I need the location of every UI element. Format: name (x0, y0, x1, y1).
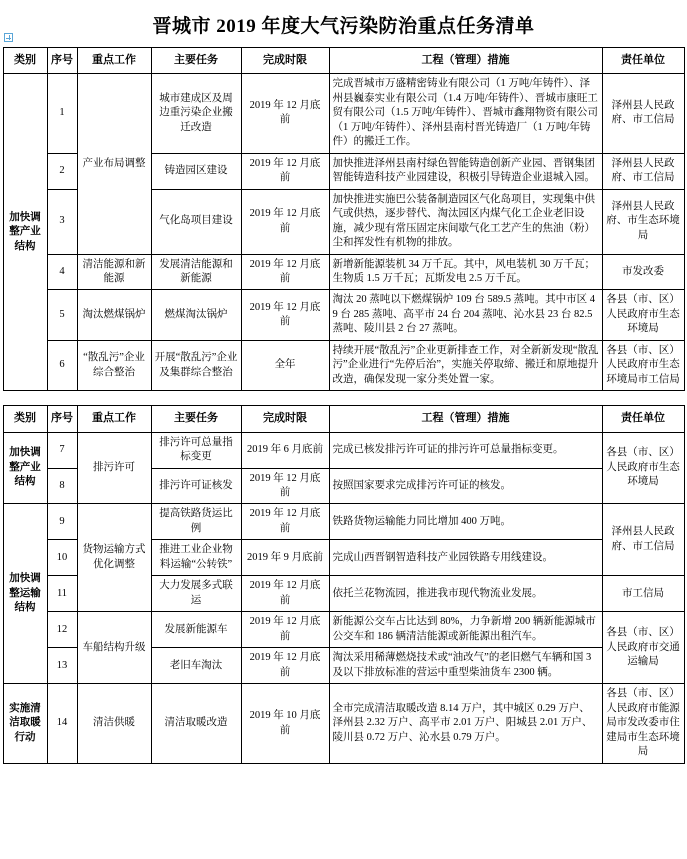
cell-main-task: 燃煤淘汰锅炉 (151, 290, 241, 340)
table-header-row (3, 406, 684, 432)
cell-no: 11 (47, 576, 77, 612)
cell-deadline: 2019 年 12 月底前 (241, 468, 329, 504)
column-header-unit: 责任单位 (602, 48, 684, 74)
cell-unit: 各县（市、区）人民政府市交通运输局 (602, 612, 684, 684)
column-header-key-work: 重点工作 (77, 48, 151, 74)
cell-unit: 各县（市、区）人民政府市生态环境局 (602, 290, 684, 340)
cell-no: 3 (47, 189, 77, 254)
cell-category: 加快调整运输结构 (3, 504, 47, 684)
cell-measure: 淘汰 20 蒸吨以下燃煤锅炉 109 台 589.5 蒸吨。其中市区 49 台 285 蒸吨、高平市 24 台 204 蒸吨、沁水县 23 台 82.5 蒸吨、陵川县 2 台 27 蒸吨。 (329, 290, 602, 340)
cell-measure: 完成晋城市万盛精密铸业有限公司（1 万吨/年铸件）、泽州县巍泰实业有限公司（1.4 万吨/年铸件）、晋城市康旺工贸有限公司（1.5 万吨/年铸件）、晋城市鑫翔物资有限公司（1 万吨/年铸件）、泽州县南村晋光铸造厂（1 万吨/年铸件）的搬迁工作。 (329, 74, 602, 153)
cell-unit: 各县（市、区）人民政府市生态环境局市工信局 (602, 340, 684, 390)
cell-measure: 加快推进实施巴公装备制造园区气化岛项目，实现集中供气或供热，逐步替代、淘汰园区内煤气化工企业老旧设施，减少现有常压固定床间歇气化工艺产生的焦油（粉）尘和挥发性有机物的排放。 (329, 189, 602, 254)
cell-measure: 依托兰花物流园，推进我市现代物流业发展。 (329, 576, 602, 612)
cell-main-task: 推进工业企业物料运输“公转铁” (151, 540, 241, 576)
cell-no: 7 (47, 432, 77, 468)
column-header-main-task: 主要任务 (151, 48, 241, 74)
column-header-deadline: 完成时限 (241, 406, 329, 432)
table-row (3, 504, 684, 540)
cell-no: 2 (47, 153, 77, 189)
cell-main-task: 大力发展多式联运 (151, 576, 241, 612)
table-row (3, 432, 684, 468)
column-header-deadline: 完成时限 (241, 48, 329, 74)
task-table-part-2 (3, 405, 685, 763)
cell-key-work: 淘汰燃煤锅炉 (77, 290, 151, 340)
cell-deadline: 2019 年 12 月底前 (241, 254, 329, 290)
cell-main-task: 老旧车淘汰 (151, 648, 241, 684)
column-header-unit: 责任单位 (602, 406, 684, 432)
cell-no: 5 (47, 290, 77, 340)
cell-unit: 泽州县人民政府、市生态环境局 (602, 189, 684, 254)
cell-measure: 新增新能源装机 34 万千瓦。其中，风电装机 30 万千瓦；生物质 1.5 万千瓦；瓦斯发电 2.5 万千瓦。 (329, 254, 602, 290)
cell-measure: 铁路货物运输能力同比增加 400 万吨。 (329, 504, 602, 540)
cell-deadline: 2019 年 12 月底前 (241, 576, 329, 612)
cell-key-work: 排污许可 (77, 432, 151, 504)
cell-key-work: 货物运输方式优化调整 (77, 504, 151, 612)
cell-measure: 淘汰采用稀薄燃烧技术或“油改气”的老旧燃气车辆和国 3 及以下排放标准的营运中重型柴油货车 2300 辆。 (329, 648, 602, 684)
cell-key-work: “散乱污”企业综合整治 (77, 340, 151, 390)
cell-category: 加快调整产业结构 (3, 432, 47, 504)
cell-unit: 市工信局 (602, 576, 684, 612)
column-header-no: 序号 (47, 48, 77, 74)
table-row (3, 612, 684, 648)
cell-deadline: 2019 年 6 月底前 (241, 432, 329, 468)
registration-mark-icon (4, 33, 13, 42)
cell-main-task: 开展“散乱污”企业及集群综合整治 (151, 340, 241, 390)
cell-measure: 加快推进泽州县南村绿色智能铸造创新产业园、晋钢集团智能铸造科技产业园建设，积极引导铸造企业退城入园。 (329, 153, 602, 189)
cell-no: 12 (47, 612, 77, 648)
column-header-category: 类别 (3, 48, 47, 74)
cell-main-task: 铸造园区建设 (151, 153, 241, 189)
column-header-main-task: 主要任务 (151, 406, 241, 432)
cell-no: 13 (47, 648, 77, 684)
cell-unit: 泽州县人民政府、市工信局 (602, 74, 684, 153)
cell-key-work: 清洁供暖 (77, 684, 151, 763)
column-header-key-work: 重点工作 (77, 406, 151, 432)
cell-key-work: 车船结构升级 (77, 612, 151, 684)
table-row (3, 74, 684, 153)
cell-main-task: 气化岛项目建设 (151, 189, 241, 254)
cell-measure: 持续开展“散乱污”企业更新排查工作，对全新新发现“散乱污”企业进行“先停后治”，实施关停取缔、搬迁和原地提升改造，确保发现一家分类处置一家。 (329, 340, 602, 390)
cell-deadline: 2019 年 12 月底前 (241, 153, 329, 189)
cell-deadline: 2019 年 12 月底前 (241, 648, 329, 684)
column-header-measure: 工程（管理）措施 (329, 406, 602, 432)
cell-key-work: 产业布局调整 (77, 74, 151, 254)
column-header-measure: 工程（管理）措施 (329, 48, 602, 74)
cell-unit: 各县（市、区）人民政府市生态环境局 (602, 432, 684, 504)
cell-deadline: 2019 年 12 月底前 (241, 290, 329, 340)
cell-deadline: 2019 年 10 月底前 (241, 684, 329, 763)
cell-main-task: 提高铁路货运比例 (151, 504, 241, 540)
page-title: 晋城市 2019 年度大气污染防治重点任务清单 (152, 16, 535, 37)
cell-deadline: 全年 (241, 340, 329, 390)
cell-deadline: 2019 年 9 月底前 (241, 540, 329, 576)
cell-key-work: 清洁能源和新能源 (77, 254, 151, 290)
cell-no: 14 (47, 684, 77, 763)
cell-measure: 新能源公交车占比达到 80%，力争新增 200 辆新能源城市公交车和 186 辆清洁能源或新能源出租汽车。 (329, 612, 602, 648)
cell-main-task: 排污许可总量指标变更 (151, 432, 241, 468)
cell-measure: 完成已核发排污许可证的排污许可总量指标变更。 (329, 432, 602, 468)
cell-measure: 按照国家要求完成排污许可证的核发。 (329, 468, 602, 504)
table-row (3, 340, 684, 390)
cell-deadline: 2019 年 12 月底前 (241, 189, 329, 254)
table-separator (0, 391, 687, 405)
cell-unit: 泽州县人民政府、市工信局 (602, 504, 684, 576)
cell-measure: 完成山西晋钢智造科技产业园铁路专用线建设。 (329, 540, 602, 576)
table-row (3, 290, 684, 340)
cell-no: 6 (47, 340, 77, 390)
cell-main-task: 城市建成区及周边重污染企业搬迁改造 (151, 74, 241, 153)
cell-no: 4 (47, 254, 77, 290)
column-header-no: 序号 (47, 406, 77, 432)
cell-unit: 各县（市、区）人民政府市能源局市发改委市住建局市生态环境局 (602, 684, 684, 763)
table-row (3, 254, 684, 290)
cell-no: 1 (47, 74, 77, 153)
cell-category: 实施清洁取暖行动 (3, 684, 47, 763)
table-header-row (3, 48, 684, 74)
cell-deadline: 2019 年 12 月底前 (241, 504, 329, 540)
cell-measure: 全市完成清洁取暖改造 8.14 万户，其中城区 0.29 万户、泽州县 2.32 万户、高平市 2.01 万户、阳城县 2.01 万户、陵川县 0.72 万户、沁水县 0.79 万户。 (329, 684, 602, 763)
cell-category: 加快调整产业结构 (3, 74, 47, 391)
table-row (3, 684, 684, 763)
column-header-category: 类别 (3, 406, 47, 432)
cell-no: 10 (47, 540, 77, 576)
cell-no: 9 (47, 504, 77, 540)
cell-unit: 泽州县人民政府、市工信局 (602, 153, 684, 189)
cell-no: 8 (47, 468, 77, 504)
cell-main-task: 发展新能源车 (151, 612, 241, 648)
cell-unit: 市发改委 (602, 254, 684, 290)
task-table-part-1 (3, 47, 685, 391)
cell-main-task: 清洁取暖改造 (151, 684, 241, 763)
cell-deadline: 2019 年 12 月底前 (241, 612, 329, 648)
cell-main-task: 排污许可证核发 (151, 468, 241, 504)
cell-main-task: 发展清洁能源和新能源 (151, 254, 241, 290)
cell-deadline: 2019 年 12 月底前 (241, 74, 329, 153)
